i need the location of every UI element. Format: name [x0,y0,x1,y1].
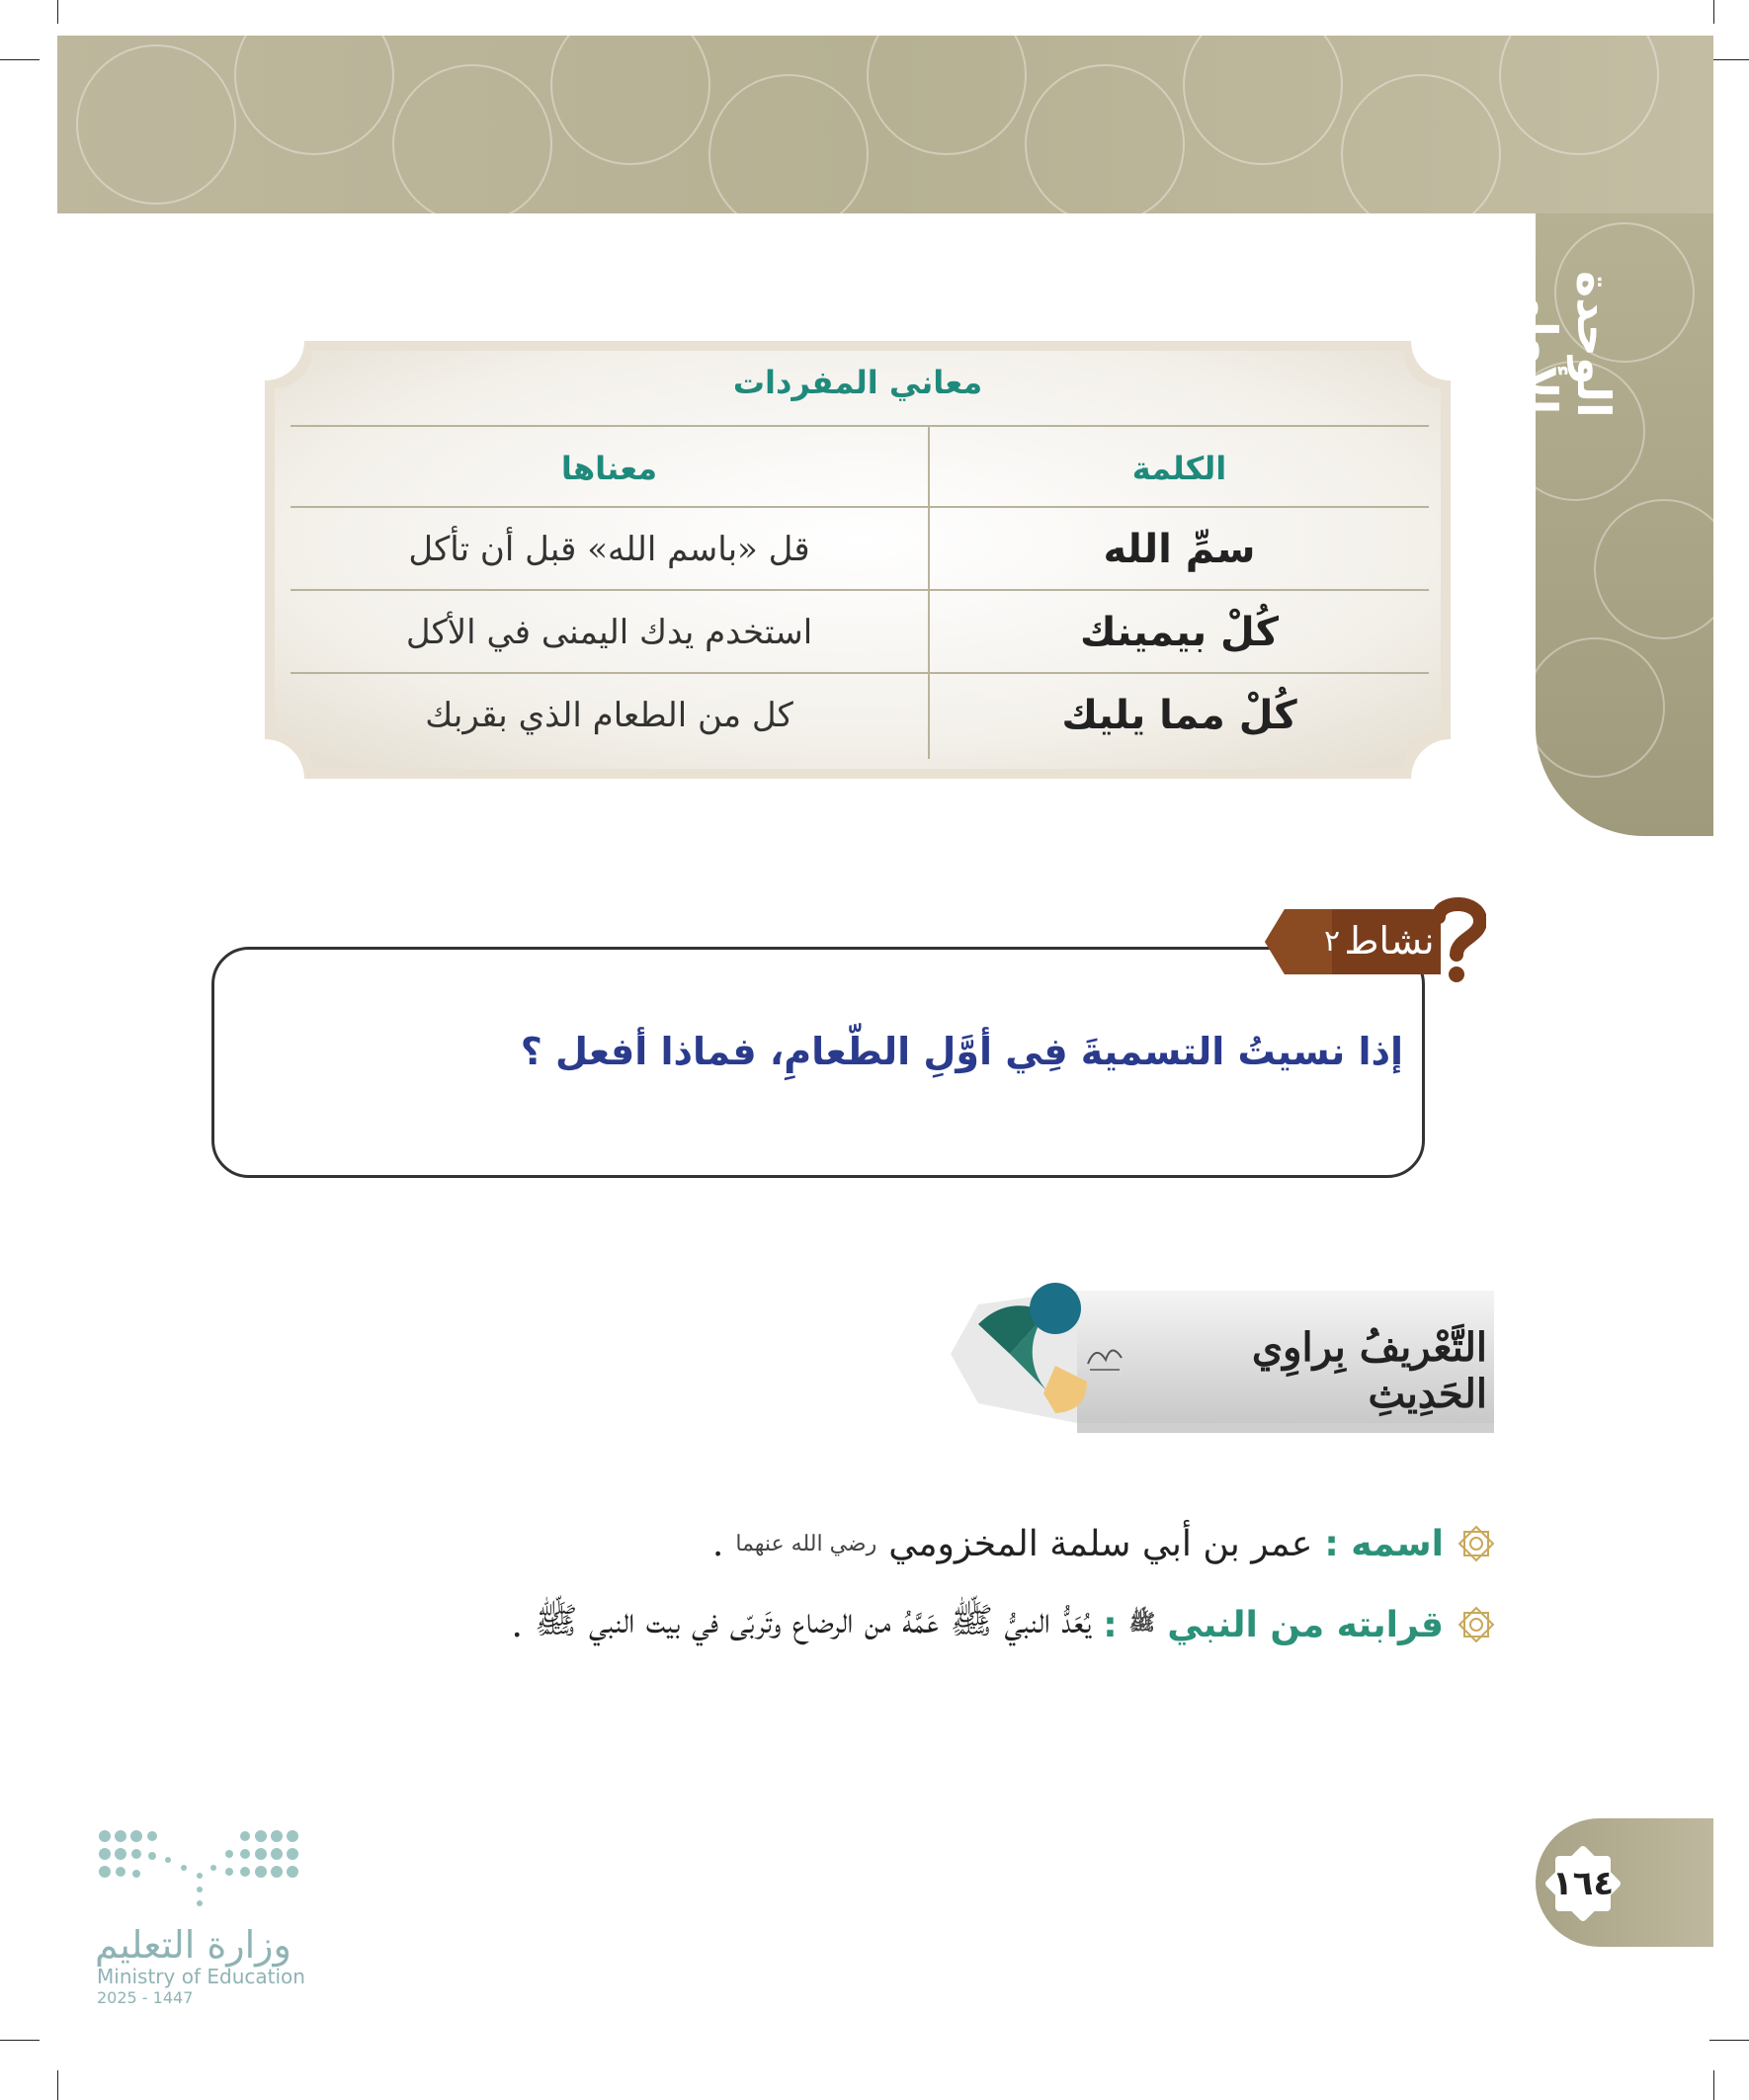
honorific-calligraphy-icon [1082,1334,1126,1379]
info-kinship-end: . [511,1604,523,1645]
header-band [57,36,1713,213]
info-name-label: اسمه : [1324,1523,1444,1564]
vocab-word: كُلْ مما يليك [1061,693,1297,738]
vocab-word: كُلْ بيمينك [1080,610,1279,655]
ministry-name-english: Ministry of Education [97,1965,305,1988]
info-kinship-label: قرابته من النبي [1167,1604,1444,1645]
star-ornament-icon [1456,1604,1497,1645]
table-row [291,508,1429,591]
info-kinship-colon: : [1103,1604,1118,1645]
info-kinship-text: يُعَدُّ النبيُّ ﷺ عَمَّهُ من الرضاع وتَربّى في بيت النبي ﷺ [535,1601,1092,1641]
crop-mark [1709,2040,1749,2041]
crop-mark [57,0,58,24]
info-name-end: . [711,1523,724,1564]
table-row [291,674,1429,757]
arabesque-pattern [57,36,1713,213]
star-ornament-icon [1456,1523,1497,1564]
header-meaning: معناها [560,450,658,487]
info-kinship-label-honorific: ﷺ [1128,1611,1156,1636]
ministry-year: 2025 - 1447 [97,1988,194,2007]
crop-mark [57,2070,58,2100]
crop-mark [1709,59,1749,60]
crop-mark [1713,0,1714,24]
unit-label: الوحدة الأولى [1514,270,1621,418]
info-name-text: عمر بن أبي سلمة المخزومي [888,1523,1313,1564]
info-kinship-line [296,1595,1497,1654]
ministry-name-arabic: وزارة التعليم [95,1923,292,1967]
vocab-meaning: كل من الطعام الذي بقربك [425,696,793,735]
crop-mark [0,2040,40,2041]
table-row [291,591,1429,674]
header-word: الكلمة [1131,450,1227,487]
vocab-title: معاني المفردات [732,364,983,401]
activity-number: ٢ [1323,923,1341,959]
table-header-row [291,427,1429,510]
activity-label: نشاط [1344,919,1435,963]
vocab-meaning: استخدم يدك اليمنى في الأكل [405,613,813,652]
activity-question: إذا نسيتُ التسميةَ فِي أوَّلِ الطّعامِ، فماذا أفعل ؟ [520,1030,1403,1073]
crop-mark [0,59,40,60]
vocab-meaning: قل «باسم الله» قبل أن تأكل [408,530,810,569]
narrator-title: التَّعْريفُ بِراوِي الحَدِيثِ [1251,1324,1487,1417]
info-name-line [296,1514,1497,1573]
ministry-logo-icon [97,1824,310,1915]
vocab-word: سمِّ الله [1103,527,1256,572]
crop-mark [1713,2070,1714,2100]
info-name-honorific: رضي الله عنهما [735,1531,877,1556]
page-number: ١٦٤ [1551,1864,1615,1903]
